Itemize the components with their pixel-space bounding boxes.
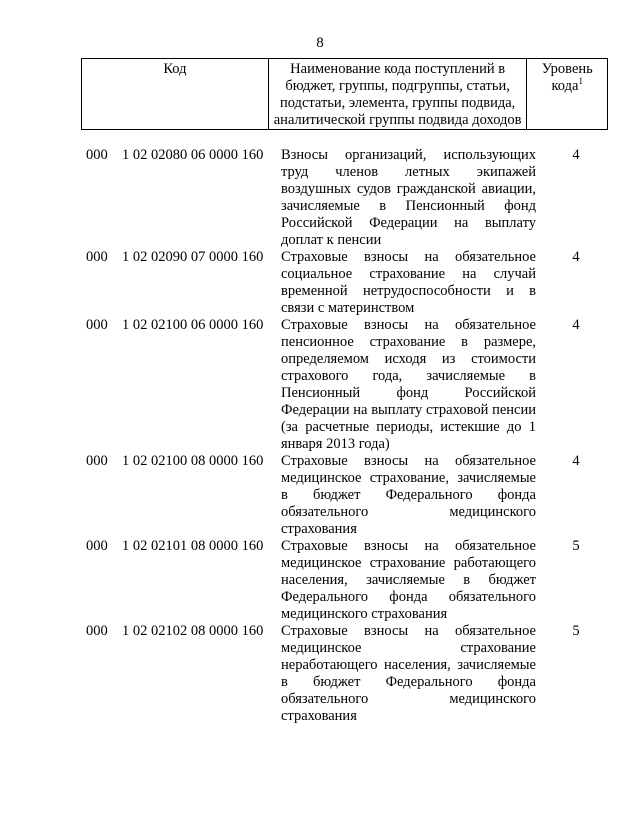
- header-name: Наименование кода поступлений в бюджет, группы, подгруппы, статьи, подстатьи, элемента, группы подвида, аналитической группы подвида доходов: [268, 59, 527, 130]
- revenue-code: 1 02 02100 08 0000 160: [122, 453, 264, 469]
- revenue-code: 1 02 02080 06 0000 160: [122, 147, 264, 163]
- revenue-name: Страховые взносы на обязательное пенсионное страхование в размере, определяемом исходя из стоимости страхового года, зачисляемые в Пенсионный фонд Российской Федерации на выплату страховой пенсии (за расчетные периоды, истекшие до 1 января 2013 года): [281, 317, 536, 452]
- table-header: [81, 58, 608, 130]
- code-level: 5: [572, 623, 580, 639]
- header-level-label: Уровень кода: [541, 61, 593, 94]
- code-level: 5: [572, 538, 580, 554]
- revenue-name: Страховые взносы на обязательное социальное страхование на случай временной нетрудоспособности и в связи с материнством: [281, 249, 536, 316]
- code-level: 4: [572, 317, 580, 333]
- code-level: 4: [572, 453, 580, 469]
- revenue-name: Страховые взносы на обязательное медицинское страхование, зачисляемые в бюджет Федерального фонда обязательного медицинского страхования: [281, 453, 536, 537]
- revenue-code: 1 02 02100 06 0000 160: [122, 317, 264, 333]
- code-level: 4: [572, 147, 580, 163]
- admin-code: 000: [86, 623, 108, 639]
- footnote-marker: 1: [578, 76, 583, 87]
- admin-code: 000: [86, 453, 108, 469]
- admin-code: 000: [86, 249, 108, 265]
- admin-code: 000: [86, 317, 108, 333]
- admin-code: 000: [86, 538, 108, 554]
- revenue-code: 1 02 02101 08 0000 160: [122, 538, 264, 554]
- page-number: 8: [316, 35, 324, 51]
- revenue-code: 1 02 02102 08 0000 160: [122, 623, 264, 639]
- revenue-name: Взносы организаций, использующих труд членов летных экипажей воздушных судов гражданской авиации, зачисляемые в Пенсионный фонд Российской Федерации на выплату доплат к пенсии: [281, 147, 536, 248]
- header-code: Код: [82, 59, 269, 130]
- revenue-name: Страховые взносы на обязательное медицинское страхование работающего населения, зачисляемые в бюджет Федерального фонда обязательного медицинского страхования: [281, 538, 536, 622]
- header-level: [527, 59, 608, 130]
- admin-code: 000: [86, 147, 108, 163]
- revenue-name: Страховые взносы на обязательное медицинское страхование неработающего населения, зачисляемые в бюджет Федерального фонда обязательного медицинского страхования: [281, 623, 536, 724]
- revenue-code: 1 02 02090 07 0000 160: [122, 249, 264, 265]
- code-level: 4: [572, 249, 580, 265]
